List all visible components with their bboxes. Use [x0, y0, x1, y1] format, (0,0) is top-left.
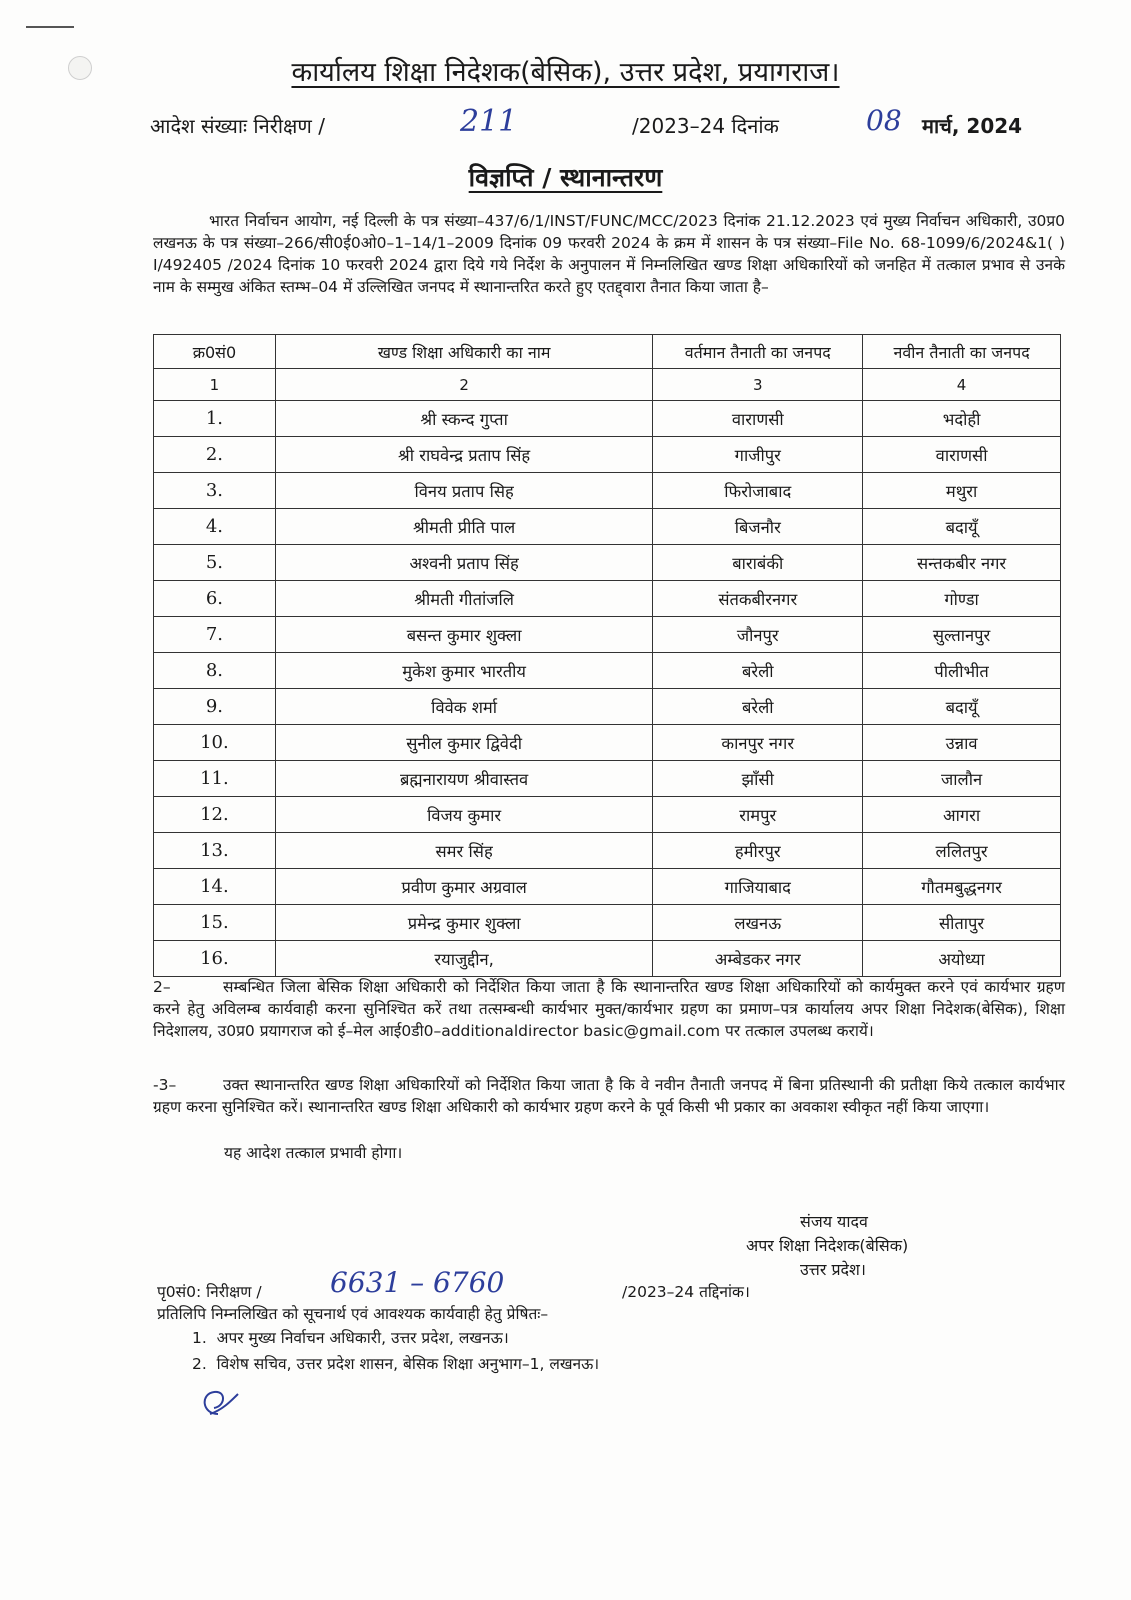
paragraph-3-number: -3–	[153, 1076, 177, 1094]
serial-cell: 12.	[154, 797, 276, 833]
table-row	[154, 653, 1061, 689]
serial-cell: 15.	[154, 905, 276, 941]
endorsement-suffix: /2023–24 तद्दिनांक।	[622, 1283, 750, 1301]
new-district-cell: गौतमबुद्धनगर	[863, 869, 1061, 905]
current-district-cell: गाजियाबाद	[653, 869, 863, 905]
current-district-cell: हमीरपुर	[653, 833, 863, 869]
serial-cell: 4.	[154, 509, 276, 545]
signatory-name: संजय यादव	[800, 1212, 868, 1231]
officer-name-cell: प्रमेन्द्र कुमार शुक्ला	[275, 905, 653, 941]
order-date: मार्च, 2024	[922, 114, 1023, 138]
officer-name-cell: विजय कुमार	[275, 797, 653, 833]
table-body	[154, 401, 1061, 977]
current-district-cell: रामपुर	[653, 797, 863, 833]
signatory-designation: अपर शिक्षा निदेशक(बेसिक)	[746, 1236, 909, 1255]
serial-cell: 2.	[154, 437, 276, 473]
scan-mark	[26, 26, 74, 28]
table-row	[154, 545, 1061, 581]
current-district-cell: वाराणसी	[653, 401, 863, 437]
serial-cell: 1.	[154, 401, 276, 437]
table-row	[154, 581, 1061, 617]
officer-name-cell: विनय प्रताप सिह	[275, 473, 653, 509]
new-district-cell: उन्नाव	[863, 725, 1061, 761]
current-district-cell: लखनऊ	[653, 905, 863, 941]
paragraph-3	[153, 1074, 1065, 1118]
notice-title: विज्ञप्ति / स्थानान्तरण	[468, 163, 663, 192]
intro-paragraph: भारत निर्वाचन आयोग, नई दिल्ली के पत्र संख्या–437/6/1/INST/FUNC/MCC/2023 दिनांक 21.12.2023 एवं मुख्य निर्वाचन अधिकारी, उ0प्र0 लखनऊ के पत्र संख्या–266/सी0ई0ओ0–1–14/1–2009 दिनांक 09 फरवरी 2024 के क्रम में शासन के पत्र संख्या–File No. 68-1099/6/2024&1( ) I/492405 /2024 दिनांक 10 फरवरी 2024 द्वारा दिये गये निर्देश के अनुपालन में निम्नलिखित खण्ड शिक्षा अधिकारियों को जनहित में तत्काल प्रभाव से उनके नाम के सम्मुख अंकित स्तम्भ–04 में उल्लिखित जनपद में स्थानान्तरित करते हुए एतद्द्वारा तैनात किया जाता है–	[153, 212, 1065, 296]
new-district-cell: बदायूँ	[863, 689, 1061, 725]
serial-cell: 10.	[154, 725, 276, 761]
current-district-cell: बरेली	[653, 653, 863, 689]
header-current-district: वर्तमान तैनाती का जनपद	[653, 335, 863, 369]
serial-cell: 13.	[154, 833, 276, 869]
serial-cell: 9.	[154, 689, 276, 725]
table-row	[154, 437, 1061, 473]
officer-name-cell: विवेक शर्मा	[275, 689, 653, 725]
endorsement-number-handwritten: 6631 – 6760	[330, 1266, 505, 1299]
signatory-state: उत्तर प्रदेश।	[800, 1260, 866, 1279]
new-district-cell: पीलीभीत	[863, 653, 1061, 689]
officer-name-cell: श्रीमती गीतांजलि	[275, 581, 653, 617]
paragraph-2	[153, 976, 1065, 1042]
current-district-cell: अम्बेडकर नगर	[653, 941, 863, 977]
officer-name-cell: ब्रह्मनारायण श्रीवास्तव	[275, 761, 653, 797]
new-district-cell: मथुरा	[863, 473, 1061, 509]
table-row	[154, 473, 1061, 509]
officer-name-cell: श्रीमती प्रीति पाल	[275, 509, 653, 545]
endorsement-item: 2. विशेष सचिव, उत्तर प्रदेश शासन, बेसिक शिक्षा अनुभाग–1, लखनऊ।	[192, 1355, 600, 1373]
header-new-district: नवीन तैनाती का जनपद	[863, 335, 1061, 369]
serial-cell: 11.	[154, 761, 276, 797]
header-serial: क्र0सं0	[154, 335, 276, 369]
header-officer-name: खण्ड शिक्षा अधिकारी का नाम	[275, 335, 653, 369]
officer-name-cell: श्री राघवेन्द्र प्रताप सिंह	[275, 437, 653, 473]
officer-name-cell: समर सिंह	[275, 833, 653, 869]
officer-name-cell: प्रवीण कुमार अग्रवाल	[275, 869, 653, 905]
officer-name-cell: अश्वनी प्रताप सिंह	[275, 545, 653, 581]
serial-cell: 8.	[154, 653, 276, 689]
new-district-cell: आगरा	[863, 797, 1061, 833]
paragraph-2-number: 2–	[153, 978, 171, 996]
new-district-cell: गोण्डा	[863, 581, 1061, 617]
current-district-cell: बाराबंकी	[653, 545, 863, 581]
column-number: 4	[863, 369, 1061, 401]
column-number-row	[154, 369, 1061, 401]
endorsement-item: 1. अपर मुख्य निर्वाचन अधिकारी, उत्तर प्रदेश, लखनऊ।	[192, 1329, 509, 1347]
table-row	[154, 941, 1061, 977]
paragraph-2-text: सम्बन्धित जिला बेसिक शिक्षा अधिकारी को निर्देशित किया जाता है कि स्थानान्तरित खण्ड शिक्षा अधिकारियों को कार्यमुक्त करने एवं कार्यभार ग्रहण करने हेतु अविलम्ब कार्यवाही करना सुनिश्चित करें तथा तत्सम्बन्धी कार्यभार मुक्त/कार्यभार ग्रहण का प्रमाण–पत्र कार्यालय अपर शिक्षा निदेशक(बेसिक), शिक्षा निदेशालय, उ0प्र0 प्रयागराज को ई–मेल आई0डी0–additionaldirector basic@gmail.com पर तत्काल उपलब्ध करायें।	[153, 978, 1065, 1040]
new-district-cell: बदायूँ	[863, 509, 1061, 545]
endorsement-intro: प्रतिलिपि निम्नलिखित को सूचनार्थ एवं आवश्यक कार्यवाही हेतु प्रेषितः–	[157, 1305, 549, 1323]
serial-cell: 14.	[154, 869, 276, 905]
column-number: 3	[653, 369, 863, 401]
table-row	[154, 725, 1061, 761]
table-row	[154, 761, 1061, 797]
transfer-table	[153, 334, 1061, 977]
new-district-cell: जालौन	[863, 761, 1061, 797]
serial-cell: 5.	[154, 545, 276, 581]
current-district-cell: जौनपुर	[653, 617, 863, 653]
officer-name-cell: मुकेश कुमार भारतीय	[275, 653, 653, 689]
column-number: 1	[154, 369, 276, 401]
endorsement-prefix: पृ0सं0: निरीक्षण /	[157, 1283, 262, 1301]
officer-name-cell: श्री स्कन्द गुप्ता	[275, 401, 653, 437]
new-district-cell: ललितपुर	[863, 833, 1061, 869]
table-row	[154, 797, 1061, 833]
column-number: 2	[275, 369, 653, 401]
current-district-cell: फिरोजाबाद	[653, 473, 863, 509]
serial-cell: 3.	[154, 473, 276, 509]
serial-cell: 16.	[154, 941, 276, 977]
new-district-cell: सुल्तानपुर	[863, 617, 1061, 653]
new-district-cell: सन्तकबीर नगर	[863, 545, 1061, 581]
table-row	[154, 905, 1061, 941]
table-row	[154, 869, 1061, 905]
current-district-cell: झाँसी	[653, 761, 863, 797]
serial-cell: 6.	[154, 581, 276, 617]
officer-name-cell: रयाजुद्दीन,	[275, 941, 653, 977]
paragraph-3-text: उक्त स्थानान्तरित खण्ड शिक्षा अधिकारियों को निर्देशित किया जाता है कि वे नवीन तैनाती जनपद में बिना प्रतिस्थानी की प्रतीक्षा किये तत्काल कार्यभार ग्रहण करना सुनिश्चित करें। स्थानान्तरित खण्ड शिक्षा अधिकारी को कार्यभार ग्रहण करने के पूर्व किसी भी प्रकार का अवकाश स्वीकृत नहीं किया जाएगा।	[153, 1076, 1065, 1116]
new-district-cell: अयोध्या	[863, 941, 1061, 977]
current-district-cell: संतकबीरनगर	[653, 581, 863, 617]
office-heading: कार्यालय शिक्षा निदेशक(बेसिक), उत्तर प्रदेश, प्रयागराज।	[291, 57, 840, 88]
initial-scribble	[196, 1384, 242, 1420]
current-district-cell: गाजीपुर	[653, 437, 863, 473]
new-district-cell: भदोही	[863, 401, 1061, 437]
new-district-cell: सीतापुर	[863, 905, 1061, 941]
table-row	[154, 617, 1061, 653]
effect-statement: यह आदेश तत्काल प्रभावी होगा।	[224, 1144, 403, 1162]
order-date-handwritten: 08	[866, 104, 902, 137]
table-row	[154, 509, 1061, 545]
table-row	[154, 833, 1061, 869]
officer-name-cell: बसन्त कुमार शुक्ला	[275, 617, 653, 653]
order-number-handwritten: 211	[460, 104, 518, 139]
new-district-cell: वाराणसी	[863, 437, 1061, 473]
order-number-prefix: आदेश संख्याः निरीक्षण /	[150, 114, 325, 138]
order-year: /2023–24 दिनांक	[632, 114, 779, 138]
current-district-cell: कानपुर नगर	[653, 725, 863, 761]
table-header-row	[154, 335, 1061, 369]
table-row	[154, 401, 1061, 437]
current-district-cell: बरेली	[653, 689, 863, 725]
current-district-cell: बिजनौर	[653, 509, 863, 545]
table-row	[154, 689, 1061, 725]
serial-cell: 7.	[154, 617, 276, 653]
officer-name-cell: सुनील कुमार द्विवेदी	[275, 725, 653, 761]
